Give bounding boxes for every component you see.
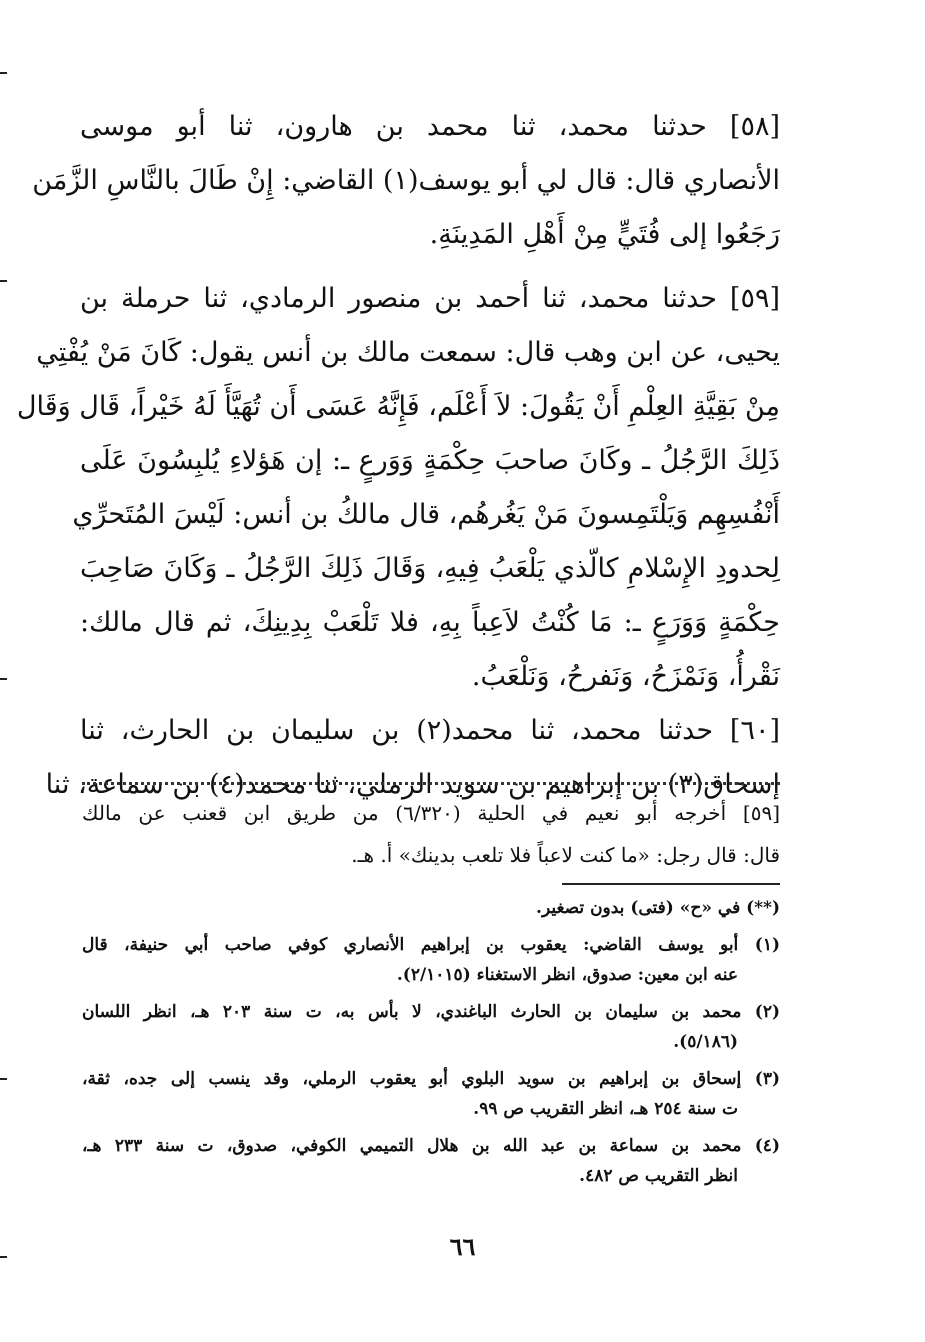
footnote-line: ت سنة ٢٥٤ هـ، انظر التقريب ص ٩٩. [473, 1099, 738, 1119]
takhrij-note [82, 792, 780, 876]
page-number: ٦٦ [449, 1232, 476, 1261]
footnote-3 [82, 1064, 780, 1124]
text-line: [٥٨] حدثنا محمد، ثنا محمد بن هارون، ثنا أبو موسى [80, 111, 780, 142]
text-line: أَنْفُسِهِم وَيَلْتَمِسونَ مَنْ يَغُرهُم، قال مالكُ بن أنس: لَيْسَ المُتَحرِّي [72, 499, 780, 530]
text-line: [٥٩] حدثنا محمد، ثنا أحمد بن منصور الرمادي، ثنا حرملة بن [80, 283, 780, 314]
dotted-separator [82, 782, 780, 785]
text-line: إسحاق(٣) بن إبراهيم بن سويد الرملي، ثنا محمد(٤) بن سماعة، ثنا [45, 769, 780, 800]
text-line: ذَلِكَ الرَّجُلُ ـ وكَانَ صاحبَ حِكْمَةٍ وَوَرعٍ ـ: إن هَؤلاءِ يُلبِسُونَ عَلَى [80, 445, 780, 476]
paragraph-59 [16, 272, 780, 704]
main-text [16, 100, 780, 812]
text-line: رَجَعُوا إلى فُتَيٍّ مِنْ أَهْلِ المَدِينَةِ. [429, 219, 780, 250]
takhrij-line: [٥٩] أخرجه أبو نعيم في الحلية (٦/٣٢٠) من طريق ابن قعنب عن مالك [82, 801, 780, 825]
footnote-4 [82, 1131, 780, 1191]
margin-mark [0, 678, 7, 680]
paragraph-58 [32, 100, 780, 262]
text-line: يحيى، عن ابن وهب قال: سمعت مالك بن أنس يقول: كَانَ مَنْ يُفْتِي [36, 337, 780, 368]
text-line: حِكْمَةٍ وَوَرَعٍ ـ: مَا كُنْتُ لاَعِباً بِهِ، فلا تَلْعَبْ بِدِينِكَ، ثم قال مالك: [80, 607, 780, 638]
text-line: [٦٠] حدثنا محمد، ثنا محمد(٢) بن سليمان بن الحارث، ثنا [80, 715, 780, 746]
footnote-line: (**) في «ح» (فتى) بدون تصغير. [536, 898, 780, 918]
text-line: الأنصاري قال: قال لي أبو يوسف(١) القاضي: إِنْ طَالَ بالنَّاسِ الزَّمَن [32, 165, 780, 196]
text-line: نَقْرأُ، وَنَمْزَحُ، وَنَفرحُ، وَنَلْعَبُ. [471, 661, 780, 692]
text-line: لِحدودِ الإِسْلامِ كالّذي يَلْعَبُ فِيهِ، وَقَالَ ذَلِكَ الرَّجُلُ ـ وَكَانَ صَاحِبَ [80, 553, 780, 584]
footnote-star [82, 893, 780, 923]
footnote-2 [82, 997, 780, 1057]
margin-mark [0, 1078, 7, 1080]
text-line: مِنْ بَقِيَّةِ العِلْمِ أَنْ يَقُولَ: لاَ أَعْلَم، فَإِنَّهُ عَسَى أَن تُهَيَّأَ لَهُ خَيْراً، قَال وَقَال [16, 391, 780, 422]
footnote-1 [82, 930, 780, 990]
footnote-line: (١) أبو يوسف القاضي: يعقوب بن إبراهيم الأنصاري كوفي صاحب أبي حنيفة، قال [82, 935, 780, 955]
footnote-line: (٥/١٨٦). [673, 1032, 738, 1052]
footnote-line: (٣) إسحاق بن إبراهيم بن سويد البلوي أبو يعقوب الرملي، وقد ينسب إلى جده، ثقة، [82, 1069, 780, 1089]
footnotes [82, 893, 780, 1191]
takhrij-line: قال: قال رجل: «ما كنت لاعباً فلا تلعب بدينك» أ. هـ. [351, 843, 780, 867]
footnote-line: (٤) محمد بن سماعة بن عبد الله بن هلال التميمي الكوفي، صدوق، ت سنة ٢٣٣ هـ، [82, 1136, 780, 1156]
footnote-line: عنه ابن معين: صدوق، انظر الاستغناء (٢/١٠١٥). [396, 965, 738, 985]
margin-mark [0, 72, 7, 74]
margin-mark [0, 280, 7, 282]
footnote-line: (٢) محمد بن سليمان بن الحارث الباغندي، لا بأس به، ت سنة ٢٠٣ هـ، انظر اللسان [82, 1002, 781, 1022]
footnote-rule [562, 883, 780, 885]
footnote-line: انظر التقريب ص ٤٨٢. [579, 1166, 738, 1186]
